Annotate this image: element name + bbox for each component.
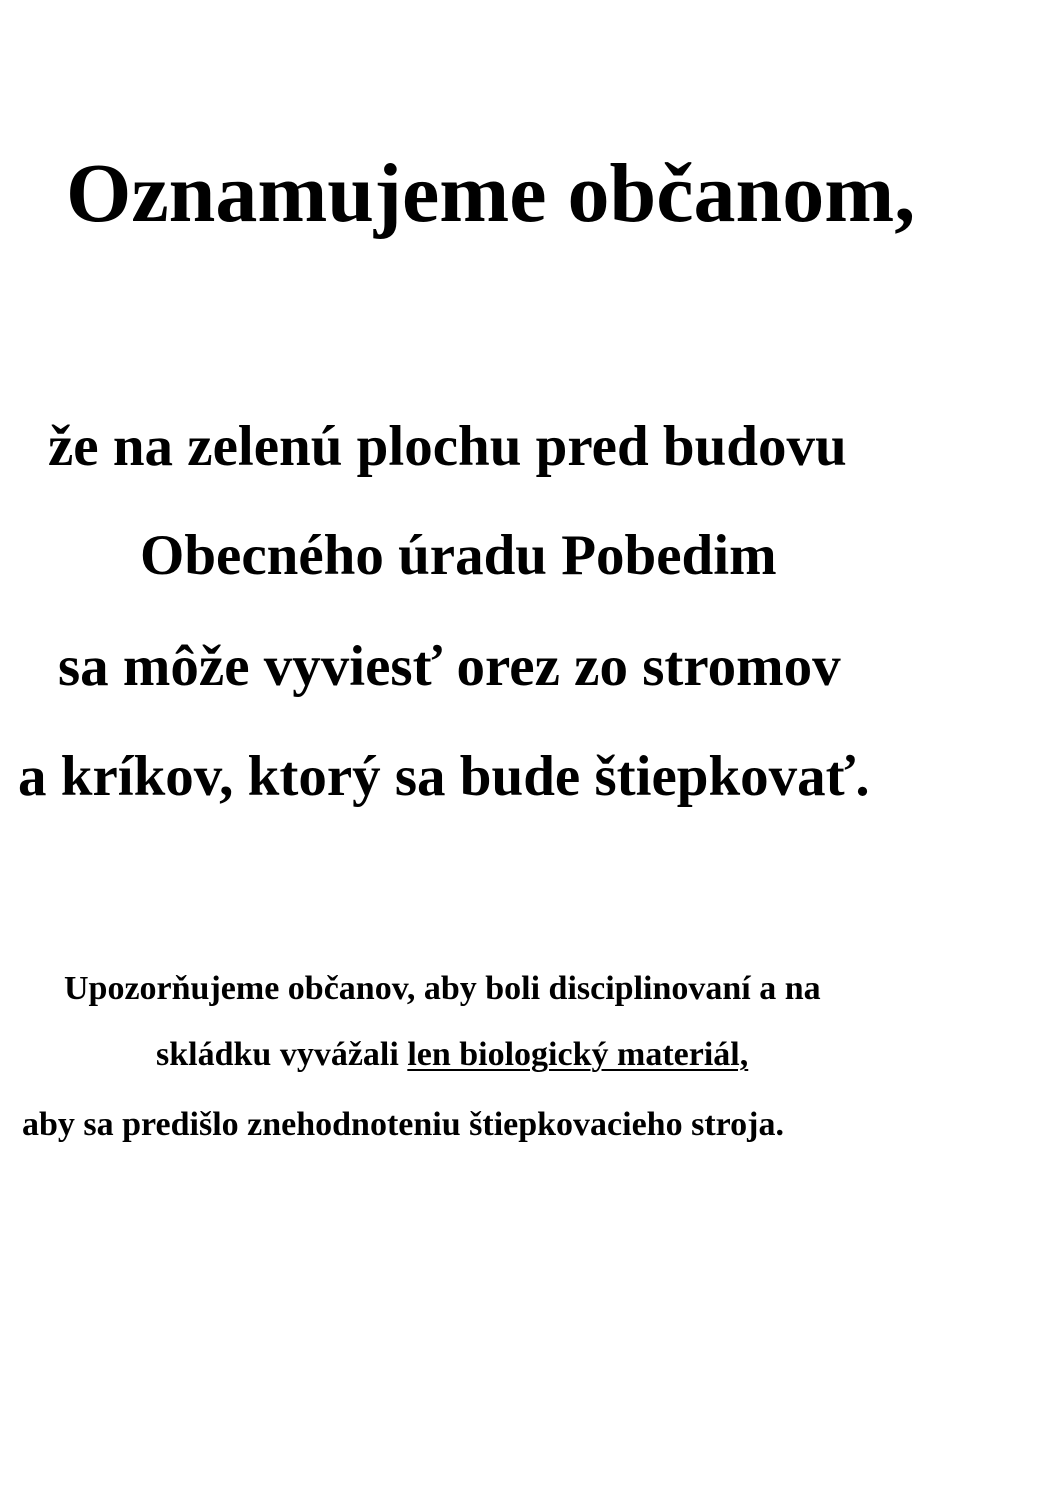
warning-line-1: Upozorňujeme občanov, aby boli disciplinovaní a na [64,970,821,1007]
notice-title: Oznamujeme občanom, [66,147,916,240]
body-line-3: sa môže vyviesť orez zo stromov [58,635,841,698]
warning-line-2 [156,1038,748,1072]
warning-emphasis: len biologický materiál, [407,1036,749,1073]
warning-line-3: aby sa predišlo znehodnoteniu štiepkovacieho stroja. [22,1106,784,1143]
body-line-4: a kríkov, ktorý sa bude štiepkovať. [18,745,870,808]
body-line-1: že na zelenú plochu pred budovu [48,415,847,478]
warning-line-2-prefix: skládku vyvážali [156,1036,408,1073]
body-line-2: Obecného úradu Pobedim [140,524,777,587]
